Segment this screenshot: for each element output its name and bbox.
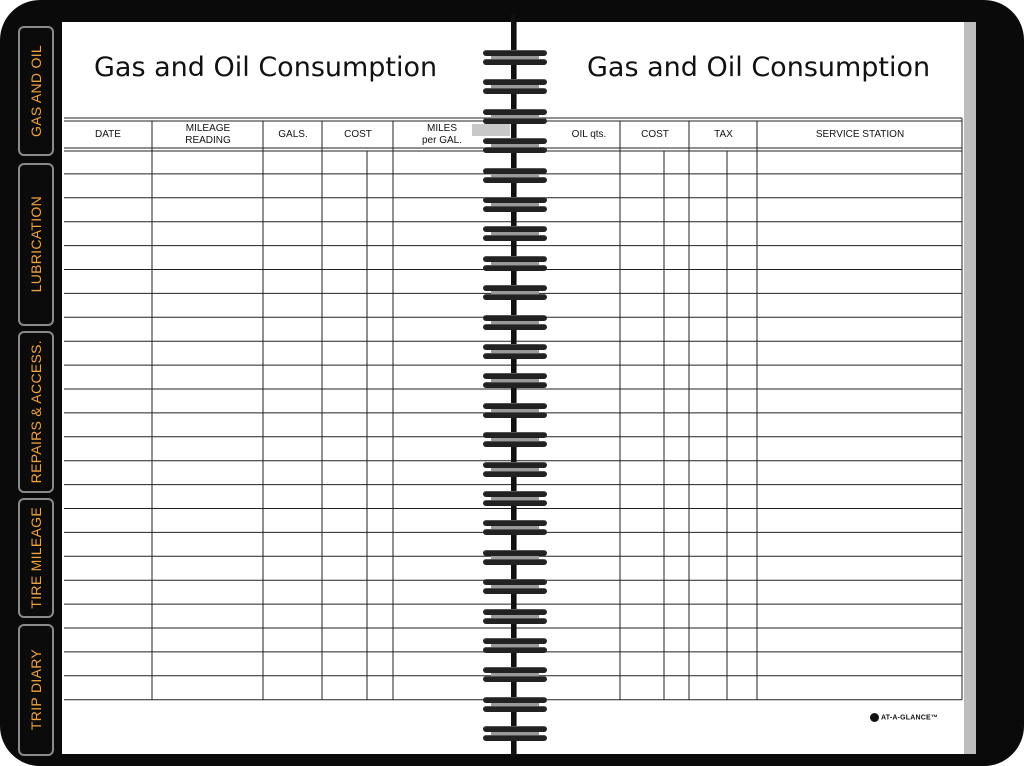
tab-label: TRIP DIARY xyxy=(28,649,44,731)
spiral-ring xyxy=(483,285,547,301)
spiral-ring xyxy=(483,667,547,683)
col-header-oil-qts: OIL qts. xyxy=(571,129,607,140)
spiral-ring xyxy=(483,491,547,507)
spiral-ring xyxy=(483,197,547,213)
col-header-cost: COST xyxy=(641,129,669,140)
spiral-ring xyxy=(483,315,547,331)
spiral-ring xyxy=(483,550,547,566)
col-header-mileage-reading-2: READING xyxy=(185,135,231,146)
brand-text: AT-A-GLANCE™ xyxy=(881,714,939,722)
col-header-mileage-reading-1: MILEAGE xyxy=(185,123,231,134)
spiral-ring xyxy=(483,344,547,360)
col-header-cost: COST xyxy=(344,129,372,140)
page-title: Gas and Oil Consumption xyxy=(94,52,438,83)
spiral-ring xyxy=(483,50,547,66)
tab-label: GAS AND OIL xyxy=(28,45,44,137)
spiral-ring xyxy=(483,579,547,595)
spiral-ring xyxy=(483,638,547,654)
spiral-ring xyxy=(483,168,547,184)
spiral-ring xyxy=(483,432,547,448)
tab-label: LUBRICATION xyxy=(28,196,44,293)
col-header-miles-per-gal-2: per GAL. xyxy=(421,135,463,146)
spiral-ring xyxy=(483,138,547,154)
spiral-ring xyxy=(483,256,547,272)
spiral-ring xyxy=(483,609,547,625)
col-header-gals: GALS. xyxy=(278,129,308,140)
spiral-ring xyxy=(483,520,547,536)
page-title: Gas and Oil Consumption xyxy=(587,52,931,83)
col-header-date: DATE xyxy=(95,129,121,140)
spiral-ring xyxy=(483,109,547,125)
col-header-service-station: SERVICE STATION xyxy=(815,129,905,140)
spiral-ring xyxy=(483,373,547,389)
col-header-tax: TAX xyxy=(714,129,733,140)
tab-label: TIRE MILEAGE xyxy=(28,507,44,609)
spiral-ring xyxy=(483,462,547,478)
tab-label: REPAIRS & ACCESS. xyxy=(28,340,44,484)
spiral-ring xyxy=(483,697,547,713)
brand-mark xyxy=(870,713,938,722)
spiral-ring xyxy=(483,403,547,419)
col-header-miles-per-gal-1: MILES xyxy=(426,123,457,134)
spiral-ring xyxy=(483,226,547,242)
brand-logo-icon xyxy=(870,713,879,722)
spiral-ring xyxy=(483,726,547,742)
spiral-ring xyxy=(483,79,547,95)
